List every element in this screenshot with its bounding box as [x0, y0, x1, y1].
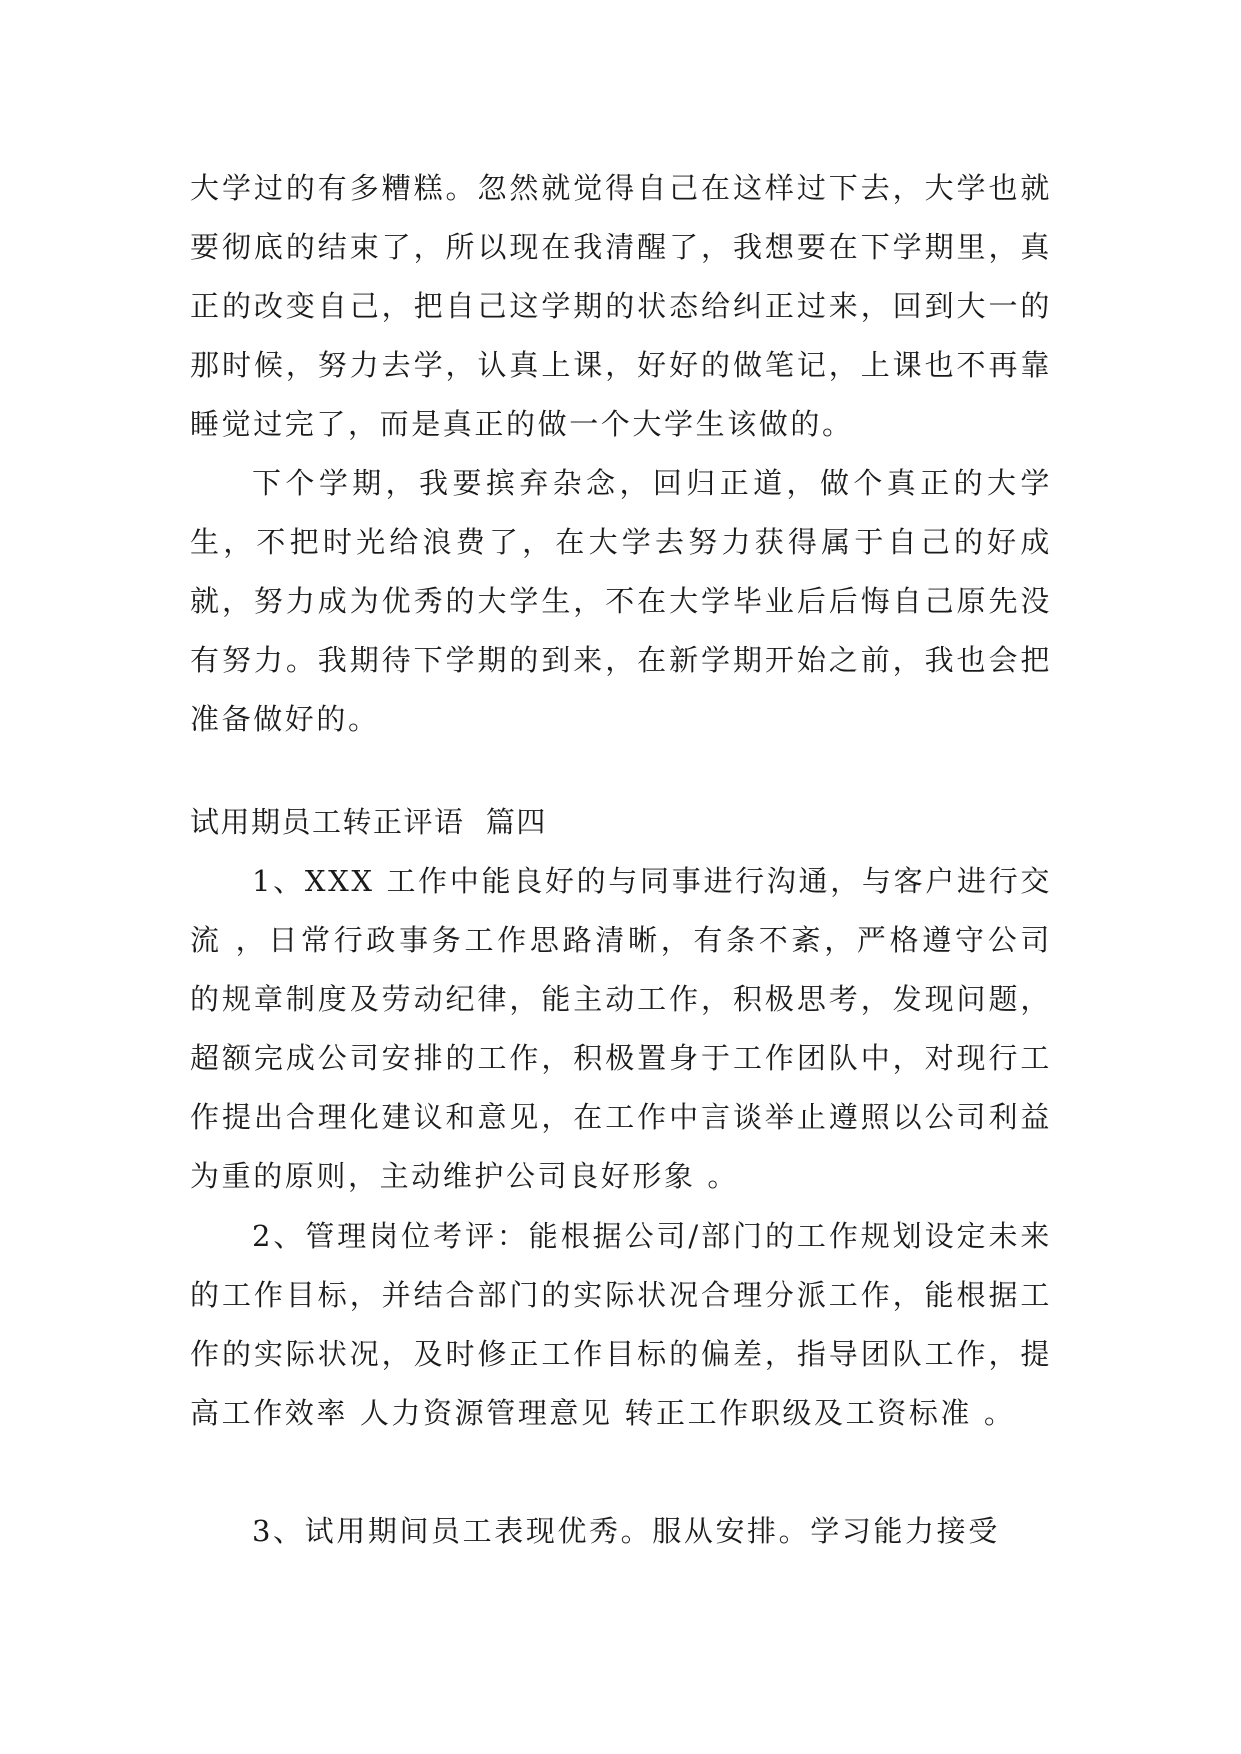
list-item-1: 1、XXX 工作中能良好的与同事进行沟通，与客户进行交流 ，日常行政事务工作思路清晰，有条不紊，严格遵守公司的规章制度及劳动纪律，能主动工作，积极思考，发现问题，超额完成公司安排的工作，积极置身于工作团队中，对现行工作提出合理化建议和意见，在工作中言谈举止遵照以公司利益为重的原则，主动维护公司良好形象 。 — [190, 864, 1052, 1193]
paragraph-continuation: 大学过的有多糟糕。忽然就觉得自己在这样过下去，大学也就要彻底的结束了，所以现在我清醒了，我想要在下学期里，真正的改变自己，把自己这学期的状态给纠正过来，回到大一的那时候，努力去学，认真上课，好好的做笔记，上课也不再靠睡觉过完了，而是真正的做一个大学生该做的。 — [190, 171, 1052, 441]
paragraph-next-semester: 下个学期，我要摈弃杂念，回归正道，做个真正的大学生，不把时光给浪费了，在大学去努力获得属于自己的好成就，努力成为优秀的大学生，不在大学毕业后后悔自己原先没有努力。我期待下学期的到来，在新学期开始之前，我也会把准备做好的。 — [190, 466, 1052, 736]
list-item-2: 2、管理岗位考评：能根据公司/部门的工作规划设定未来的工作目标，并结合部门的实际状况合理分派工作，能根据工作的实际状况，及时修正工作目标的偏差，指导团队工作，提高工作效率 人力资源管理意见 转正工作职级及工资标准 。 — [190, 1219, 1052, 1430]
list-item-3: 3、试用期间员工表现优秀。服从安排。学习能力接受 — [252, 1514, 1000, 1548]
section-heading: 试用期员工转正评语 篇四 — [190, 805, 547, 839]
